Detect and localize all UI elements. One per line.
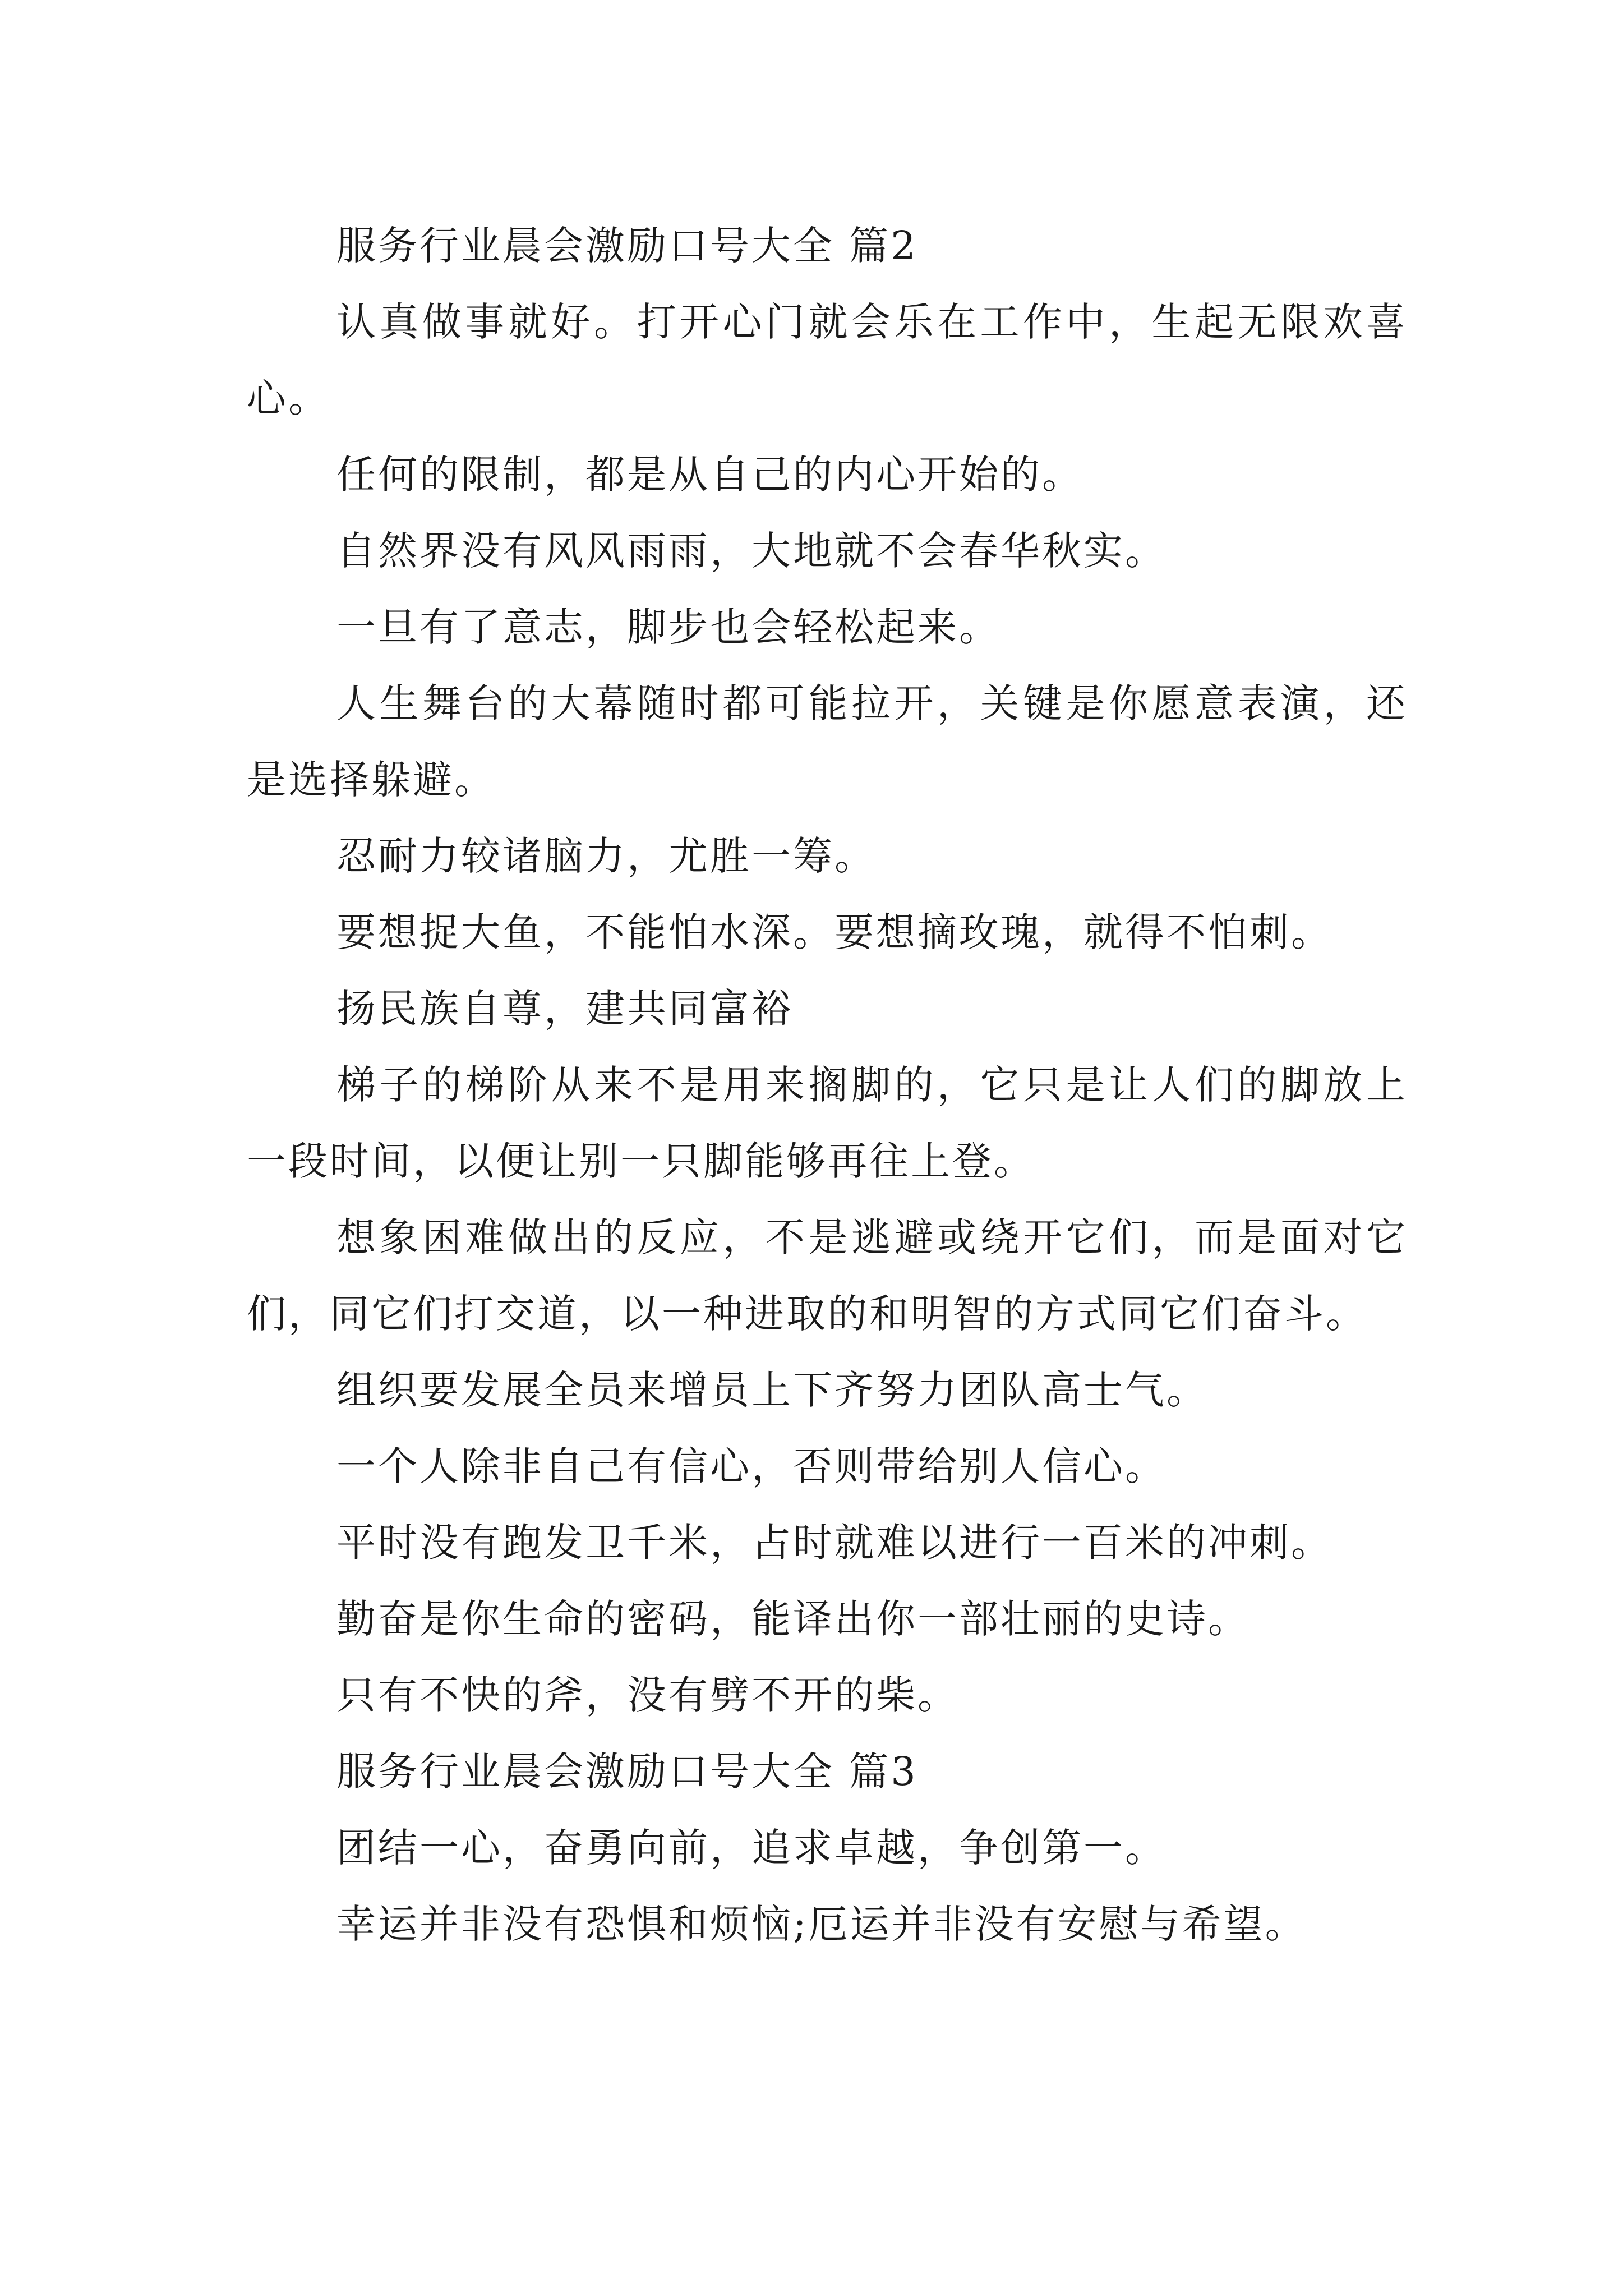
- slogan-paragraph: 一旦有了意志，脚步也会轻松起来。: [336, 604, 1000, 650]
- slogan-paragraph: 任何的限制，都是从自己的内心开始的。: [336, 452, 1083, 498]
- slogan-paragraph: 想象困难做出的反应，不是逃避或绕开它们，而是面对它们，同它们打交道，以一种进取的和明智的方式同它们奋斗。: [247, 1214, 1408, 1337]
- slogan-paragraph: 团结一心，奋勇向前，追求卓越，争创第一。: [336, 1825, 1166, 1871]
- slogan-paragraph: 一个人除非自己有信心，否则带给别人信心。: [336, 1443, 1166, 1489]
- section-heading: 服务行业晨会激励口号大全 篇2: [336, 223, 918, 269]
- slogan-paragraph: 梯子的梯阶从来不是用来搁脚的，它只是让人们的脚放上一段时间，以便让别一只脚能够再往上登。: [247, 1062, 1408, 1184]
- slogan-paragraph: 只有不快的斧，没有劈不开的柴。: [336, 1672, 959, 1718]
- slogan-paragraph: 平时没有跑发卫千米，占时就难以进行一百米的冲刺。: [336, 1520, 1332, 1566]
- slogan-paragraph: 扬民族自尊，建共同富裕: [336, 986, 793, 1032]
- slogan-paragraph: 认真做事就好。打开心门就会乐在工作中，生起无限欢喜心。: [247, 299, 1408, 421]
- section-heading: 服务行业晨会激励口号大全 篇3: [336, 1749, 918, 1795]
- slogan-paragraph: 要想捉大鱼，不能怕水深。要想摘玫瑰，就得不怕刺。: [336, 909, 1332, 955]
- document-body: [247, 208, 1408, 1962]
- slogan-paragraph: 人生舞台的大幕随时都可能拉开，关键是你愿意表演，还是选择躲避。: [247, 680, 1408, 803]
- slogan-paragraph: 忍耐力较诸脑力，尤胜一筹。: [336, 833, 876, 879]
- slogan-paragraph: 自然界没有风风雨雨，大地就不会春华秋实。: [336, 528, 1166, 574]
- slogan-paragraph: 组织要发展全员来增员上下齐努力团队高士气。: [336, 1367, 1208, 1413]
- slogan-paragraph: 勤奋是你生命的密码，能译出你一部壮丽的史诗。: [336, 1596, 1249, 1642]
- slogan-paragraph: 幸运并非没有恐惧和烦恼;厄运并非没有安慰与希望。: [336, 1901, 1307, 1947]
